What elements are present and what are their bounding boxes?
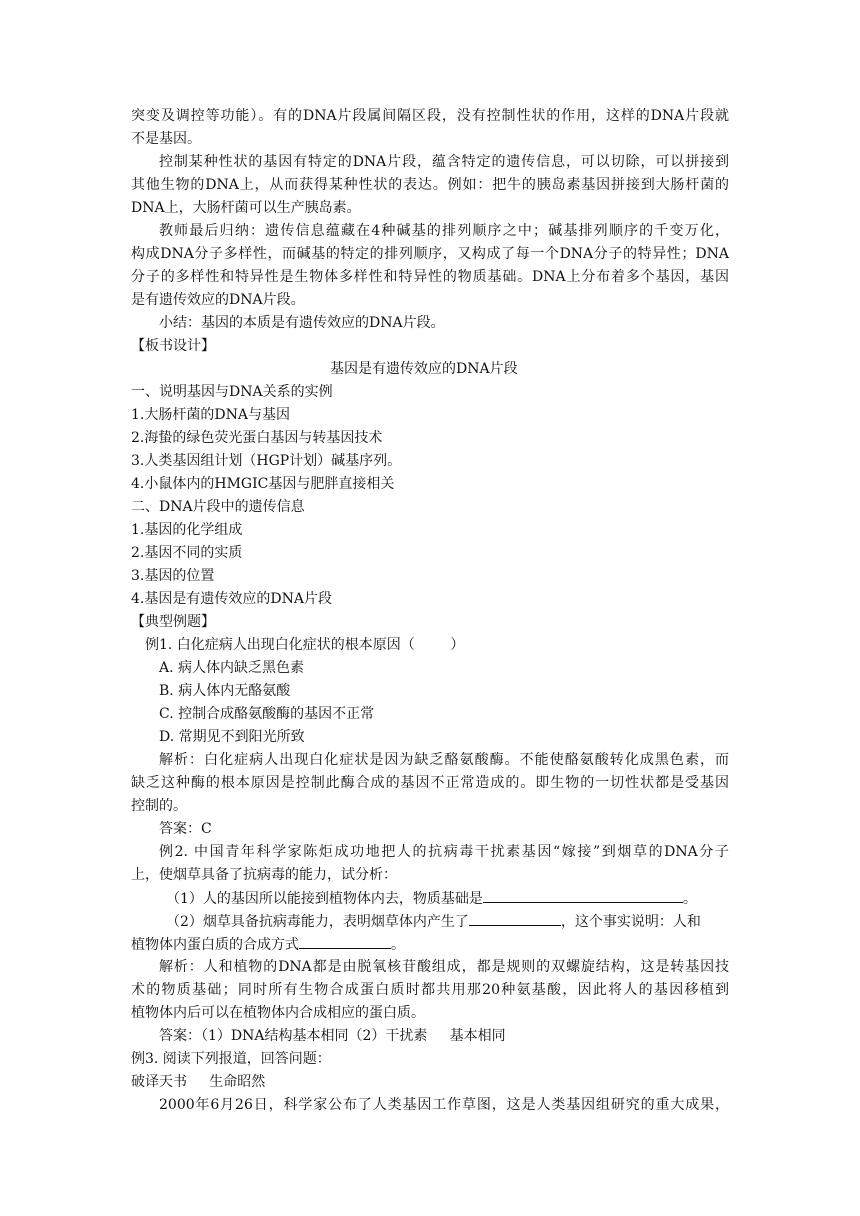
example1-option-d: D. 常期见不到阳光所致 — [159, 729, 305, 745]
para-summary-line1: 教师最后归纳：遗传信息蕴藏在4种碱基的排列顺序之中；碱基排列顺序的千变万化， — [159, 223, 729, 239]
para-summary-line4: 是有遗传效应的DNA片段。 — [131, 292, 305, 308]
outline-item: 3.人类基因组计划（HGP计划）碱基序列。 — [131, 453, 402, 469]
example1-option-c: C. 控制合成酪氨酸酶的基因不正常 — [159, 706, 375, 722]
example2-answer: 答案：（1）DNA结构基本相同（2）干扰素 基本相同 — [159, 1028, 506, 1044]
example2-analysis-line3: 植物体内后可以在植物体内合成相应的蛋白质。 — [131, 1005, 425, 1021]
example2-analysis-line2: 术的物质基础；同时所有生物合成蛋白质时都共用那20种氨基酸，因此将人的基因移植到 — [131, 982, 729, 998]
para-gene-line2: 其他生物的DNA上，从而获得某种性状的表达。例如：把牛的胰岛素基因拼接到大肠杆菌的 — [131, 177, 729, 193]
outline-item: 4.小鼠体内的HMGIC基因与肥胖直接相关 — [131, 476, 395, 492]
para-summary-line3: 分子的多样性和特异性是生物体多样性和特异性的物质基础。DNA上分布着多个基因，基因 — [131, 269, 729, 285]
example1-answer: 答案：C — [159, 821, 212, 837]
example1-option-a: A. 病人体内缺乏黑色素 — [159, 660, 305, 676]
outline-item: 二、DNA片段中的遗传信息 — [131, 499, 305, 515]
outline-item: 3.基因的位置 — [131, 568, 215, 584]
para-gene-line1: 控制某种性状的基因有特定的DNA片段，蕴含特定的遗传信息，可以切除，可以拼接到 — [159, 154, 729, 170]
example2-question-line1: 例2. 中国青年科学家陈炬成功地把人的抗病毒干扰素基因“嫁接”到烟草的DNA分子 — [159, 844, 729, 860]
answer-blank[interactable] — [299, 934, 391, 949]
example1-analysis-line1: 解析：白化症病人出现白化症状是因为缺乏酪氨酸酶。不能使酪氨酸转化成黑色素，而 — [159, 752, 729, 768]
example1-analysis-line2: 缺乏这种酶的根本原因是控制此酶合成的基因不正常造成的。即生物的一切性状都是受基因 — [131, 775, 729, 791]
outline-item: 1.大肠杆菌的DNA与基因 — [131, 407, 290, 423]
example3-article-line1: 2000年6月26日，科学家公布了人类基因工作草图，这是人类基因组研究的重大成果， — [159, 1097, 729, 1113]
board-title: 基因是有遗传效应的DNA片段 — [330, 361, 518, 377]
outline-item: 2.基因不同的实质 — [131, 545, 243, 561]
outline-item: 2.海蛰的绿色荧光蛋白基因与转基因技术 — [131, 430, 383, 446]
conclusion-line: 小结：基因的本质是有遗传效应的DNA片段。 — [159, 315, 445, 331]
example2-subquestion-2: （2）烟草具备抗病毒能力，表明烟草体内产生了 ，这个事实说明：人和 — [166, 911, 701, 932]
section-examples-heading: 【典型例题】 — [131, 614, 215, 630]
example2-subquestion-2-cont: 植物体内蛋白质的合成方式 。 — [131, 934, 405, 955]
example1-analysis-line3: 控制的。 — [131, 798, 187, 814]
section-board-design-heading: 【板书设计】 — [131, 338, 215, 354]
outline-item: 4.基因是有遗传效应的DNA片段 — [131, 591, 332, 607]
example2-subquestion-1: （1）人的基因所以能接到植物体内去，物质基础是 。 — [166, 888, 697, 909]
answer-blank[interactable] — [483, 888, 683, 903]
example3-question: 例3. 阅读下列报道，回答问题： — [131, 1051, 331, 1067]
outline-item: 1.基因的化学组成 — [131, 522, 243, 538]
para-intro-line2: 不是基因。 — [131, 131, 201, 147]
example2-question-line2: 上，使烟草具备了抗病毒的能力，试分析： — [131, 867, 397, 883]
para-summary-line2: 构成DNA分子多样性，而碱基的特定的排列顺序，又构成了每一个DNA分子的特异性；DNA — [131, 246, 729, 262]
example3-article-title: 破译天书 生命昭然 — [131, 1074, 266, 1090]
para-gene-line3: DNA上，大肠杆菌可以生产胰岛素。 — [131, 200, 361, 216]
example1-question: 例1. 白化症病人出现白化症状的根本原因（ ） — [145, 637, 465, 653]
example2-analysis-line1: 解析：人和植物的DNA都是由脱氧核苷酸组成，都是规则的双螺旋结构，这是转基因技 — [159, 959, 729, 975]
para-intro-line1: 突变及调控等功能）。有的DNA片段属间隔区段，没有控制性状的作用，这样的DNA片段就 — [131, 108, 729, 124]
outline-item: 一、说明基因与DNA关系的实例 — [131, 384, 333, 400]
answer-blank[interactable] — [469, 911, 561, 926]
example1-option-b: B. 病人体内无酪氨酸 — [159, 683, 291, 699]
